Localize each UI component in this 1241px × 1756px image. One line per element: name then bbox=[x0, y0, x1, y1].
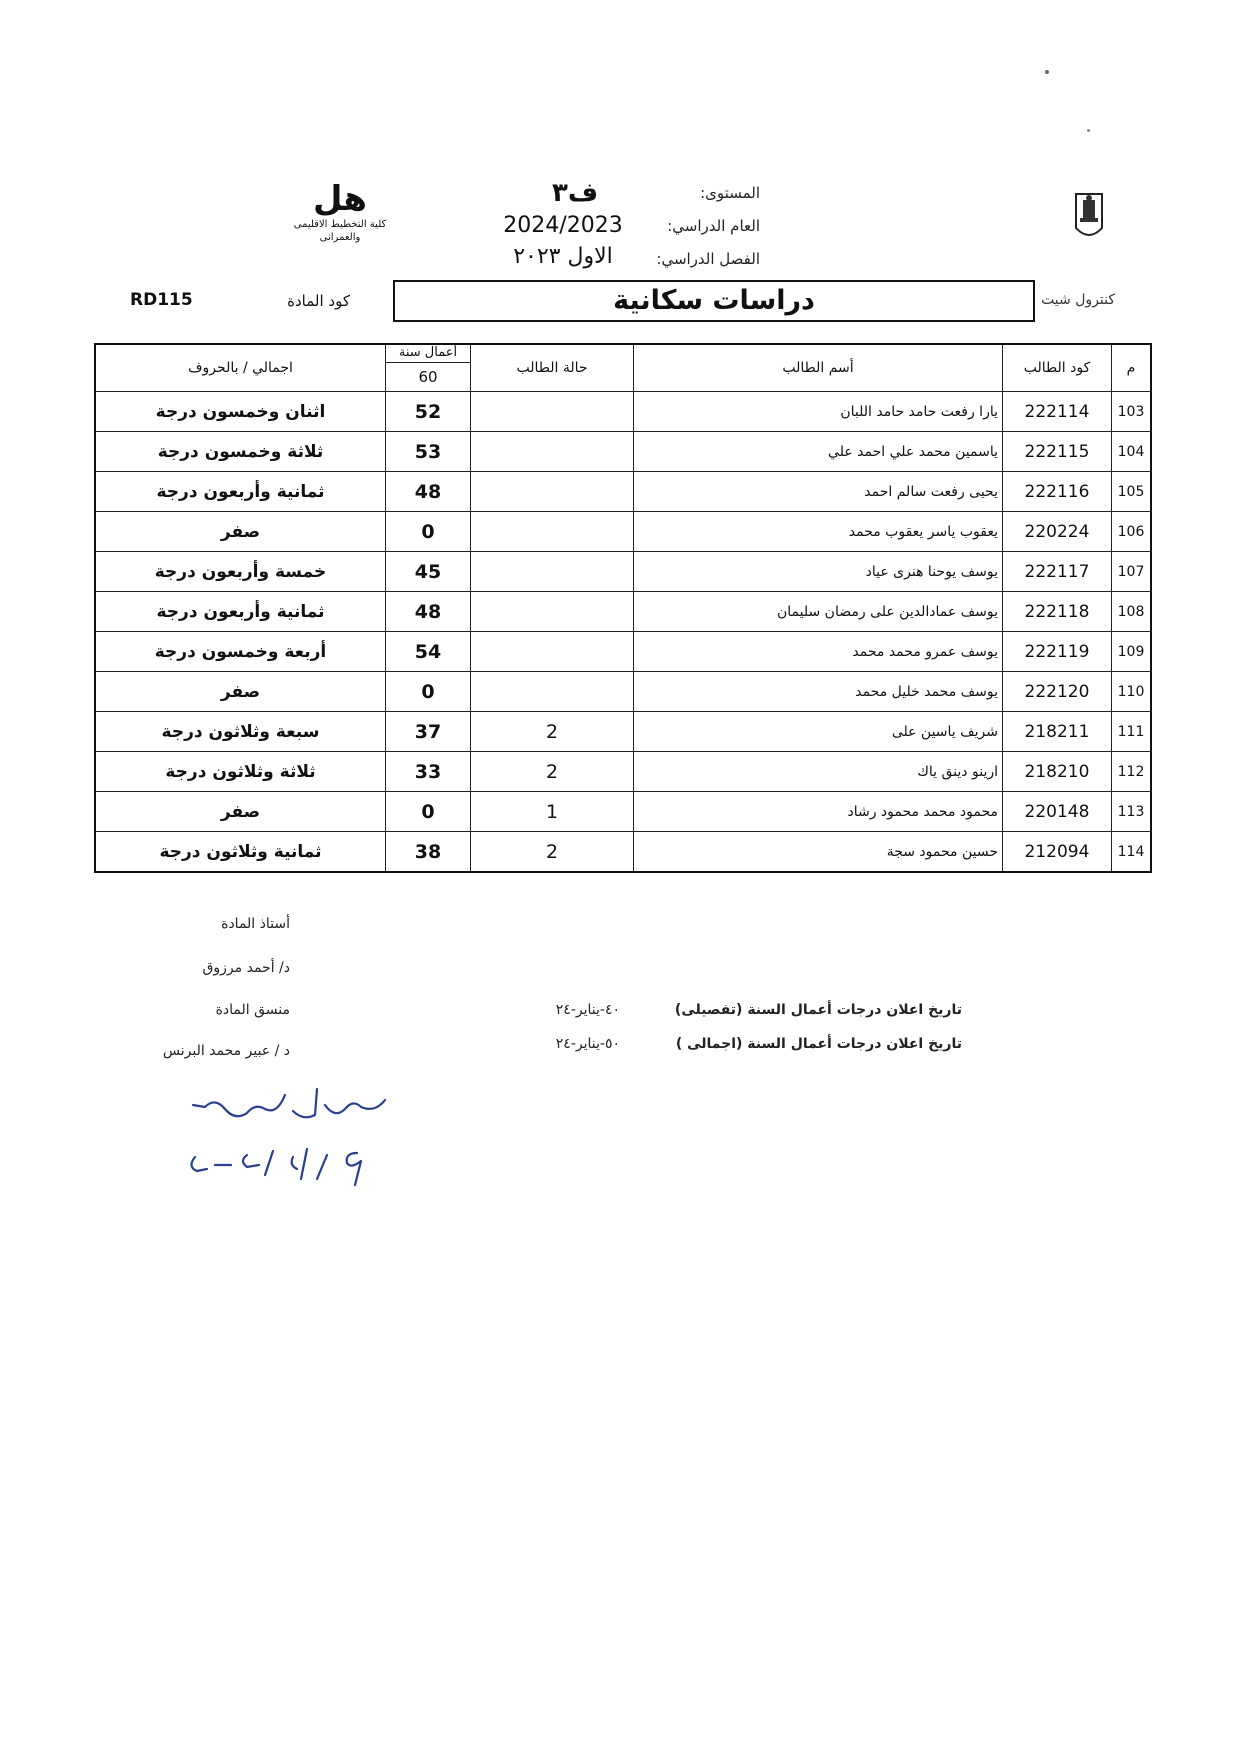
course-code-label: كود المادة bbox=[287, 292, 350, 310]
row-student-code: 222120 bbox=[1003, 672, 1112, 712]
control-sheet-label: كنترول شيت bbox=[1041, 292, 1115, 308]
course-title-box bbox=[393, 280, 1035, 322]
row-total-words: ثلاثة وثلاثون درجة bbox=[95, 752, 386, 792]
row-student-name: يعقوب ياسر يعقوب محمد bbox=[634, 512, 1003, 552]
row-student-code: 222116 bbox=[1003, 472, 1112, 512]
col-header-year-work bbox=[386, 344, 471, 392]
row-student-name: ياسمين محمد علي احمد علي bbox=[634, 432, 1003, 472]
col-header-total-words: اجمالي / بالحروف bbox=[95, 344, 386, 392]
year-label: العام الدراسي: bbox=[667, 217, 760, 235]
faculty-logo bbox=[285, 180, 395, 252]
table-row bbox=[95, 432, 1151, 472]
row-index: 111 bbox=[1112, 712, 1152, 752]
instructor-name: د/ أحمد مرزوق bbox=[202, 960, 290, 976]
col-header-student-name bbox=[634, 344, 1003, 392]
row-total-words: صفر bbox=[95, 672, 386, 712]
row-score: 0 bbox=[386, 792, 471, 832]
row-score: 37 bbox=[386, 712, 471, 752]
col-header-student-status: حالة الطالب bbox=[471, 344, 634, 392]
row-index: 108 bbox=[1112, 592, 1152, 632]
row-index: 105 bbox=[1112, 472, 1152, 512]
row-student-code: 222115 bbox=[1003, 432, 1112, 472]
row-student-name: حسين محمود سجة bbox=[634, 832, 1003, 873]
table-body bbox=[95, 392, 1151, 873]
row-total-words: صفر bbox=[95, 792, 386, 832]
row-student-name: يوسف عمادالدين على رمضان سليمان bbox=[634, 592, 1003, 632]
row-index: 106 bbox=[1112, 512, 1152, 552]
row-index: 107 bbox=[1112, 552, 1152, 592]
faculty-logo-mark-icon: ﻫﻞ bbox=[313, 179, 367, 219]
level-label: المستوى: bbox=[700, 184, 760, 202]
detail-date-value: ٤٠-يناير-٢٤ bbox=[555, 1002, 620, 1018]
row-student-status bbox=[471, 592, 634, 632]
table-row bbox=[95, 512, 1151, 552]
row-student-status: 2 bbox=[471, 832, 634, 873]
row-student-name: يوسف عمرو محمد محمد bbox=[634, 632, 1003, 672]
semester-value: الاول ٢٠٢٣ bbox=[513, 244, 613, 269]
row-score: 0 bbox=[386, 512, 471, 552]
row-score: 45 bbox=[386, 552, 471, 592]
row-student-status bbox=[471, 472, 634, 512]
coordinator-name: د / عبير محمد البرنس bbox=[162, 1043, 290, 1059]
row-score: 53 bbox=[386, 432, 471, 472]
col-header-student-name-text: أسم الطالب bbox=[782, 360, 854, 376]
row-score: 0 bbox=[386, 672, 471, 712]
row-score: 38 bbox=[386, 832, 471, 873]
row-total-words: اثنان وخمسون درجة bbox=[95, 392, 386, 432]
row-student-name: ارينو دينق ياك bbox=[634, 752, 1003, 792]
row-student-code: 222117 bbox=[1003, 552, 1112, 592]
row-index: 110 bbox=[1112, 672, 1152, 712]
col-header-index: م bbox=[1112, 344, 1152, 392]
row-total-words: ثمانية وثلاثون درجة bbox=[95, 832, 386, 873]
course-code-value: RD115 bbox=[130, 290, 193, 310]
row-student-name: يارا رفعت حامد حامد اللبان bbox=[634, 392, 1003, 432]
row-student-name: شريف ياسين على bbox=[634, 712, 1003, 752]
row-student-status: 1 bbox=[471, 792, 634, 832]
row-student-code: 218210 bbox=[1003, 752, 1112, 792]
row-student-code: 220148 bbox=[1003, 792, 1112, 832]
scan-speck bbox=[1045, 70, 1049, 74]
row-student-status bbox=[471, 552, 634, 592]
row-total-words: ثمانية وأربعون درجة bbox=[95, 472, 386, 512]
row-student-status bbox=[471, 392, 634, 432]
handwritten-signature bbox=[185, 1075, 415, 1190]
row-index: 114 bbox=[1112, 832, 1152, 873]
detail-date-label: تاريخ اعلان درجات أعمال السنة (تفصيلى) bbox=[674, 1002, 962, 1018]
row-student-code: 222119 bbox=[1003, 632, 1112, 672]
year-value: 2024/2023 bbox=[503, 213, 623, 238]
table-row bbox=[95, 552, 1151, 592]
row-student-name: يوسف يوحنا هنرى عياد bbox=[634, 552, 1003, 592]
row-index: 103 bbox=[1112, 392, 1152, 432]
col-header-year-work-label: أعمال سنة bbox=[386, 345, 470, 363]
row-student-code: 222118 bbox=[1003, 592, 1112, 632]
row-student-code: 220224 bbox=[1003, 512, 1112, 552]
total-date-value: ٥٠-يناير-٢٤ bbox=[555, 1036, 620, 1052]
row-student-name: يحيى رفعت سالم احمد bbox=[634, 472, 1003, 512]
table-row bbox=[95, 392, 1151, 432]
row-total-words: خمسة وأربعون درجة bbox=[95, 552, 386, 592]
row-student-code: 222114 bbox=[1003, 392, 1112, 432]
row-score: 33 bbox=[386, 752, 471, 792]
table-row bbox=[95, 632, 1151, 672]
table-row bbox=[95, 712, 1151, 752]
table-row bbox=[95, 672, 1151, 712]
table-row bbox=[95, 752, 1151, 792]
table-header-row bbox=[95, 344, 1151, 392]
row-student-name: محمود محمد محمود رشاد bbox=[634, 792, 1003, 832]
level-value: ف٣ bbox=[551, 178, 599, 208]
row-total-words: صفر bbox=[95, 512, 386, 552]
row-total-words: ثلاثة وخمسون درجة bbox=[95, 432, 386, 472]
grades-table bbox=[94, 343, 1152, 873]
row-student-status bbox=[471, 432, 634, 472]
row-student-name: يوسف محمد خليل محمد bbox=[634, 672, 1003, 712]
row-index: 113 bbox=[1112, 792, 1152, 832]
row-student-code: 212094 bbox=[1003, 832, 1112, 873]
row-student-status bbox=[471, 512, 634, 552]
scan-speck bbox=[1087, 129, 1090, 132]
row-total-words: سبعة وثلاثون درجة bbox=[95, 712, 386, 752]
row-score: 52 bbox=[386, 392, 471, 432]
table-row bbox=[95, 472, 1151, 512]
row-student-status bbox=[471, 632, 634, 672]
semester-label: الفصل الدراسي: bbox=[656, 250, 760, 268]
col-header-year-work-max: 60 bbox=[418, 368, 438, 386]
row-index: 112 bbox=[1112, 752, 1152, 792]
coordinator-label: منسق المادة bbox=[215, 1002, 290, 1018]
row-index: 104 bbox=[1112, 432, 1152, 472]
row-total-words: ثمانية وأربعون درجة bbox=[95, 592, 386, 632]
total-date-label: تاريخ اعلان درجات أعمال السنة (اجمالى ) bbox=[675, 1036, 962, 1052]
row-student-status: 2 bbox=[471, 752, 634, 792]
row-score: 54 bbox=[386, 632, 471, 672]
instructor-label: أستاذ المادة bbox=[221, 916, 290, 932]
faculty-name-line2: والعمرانى bbox=[319, 232, 361, 243]
row-total-words: أربعة وخمسون درجة bbox=[95, 632, 386, 672]
row-score: 48 bbox=[386, 472, 471, 512]
faculty-name-line1: كلية التخطيط الاقليمى bbox=[293, 219, 387, 230]
row-student-status bbox=[471, 672, 634, 712]
col-header-student-code: كود الطالب bbox=[1003, 344, 1112, 392]
row-student-status: 2 bbox=[471, 712, 634, 752]
row-index: 109 bbox=[1112, 632, 1152, 672]
table-row bbox=[95, 792, 1151, 832]
row-student-code: 218211 bbox=[1003, 712, 1112, 752]
table-row bbox=[95, 592, 1151, 632]
table-row bbox=[95, 832, 1151, 873]
university-emblem-icon bbox=[1072, 188, 1106, 244]
course-title: دراسات سكانية bbox=[613, 285, 815, 316]
row-score: 48 bbox=[386, 592, 471, 632]
